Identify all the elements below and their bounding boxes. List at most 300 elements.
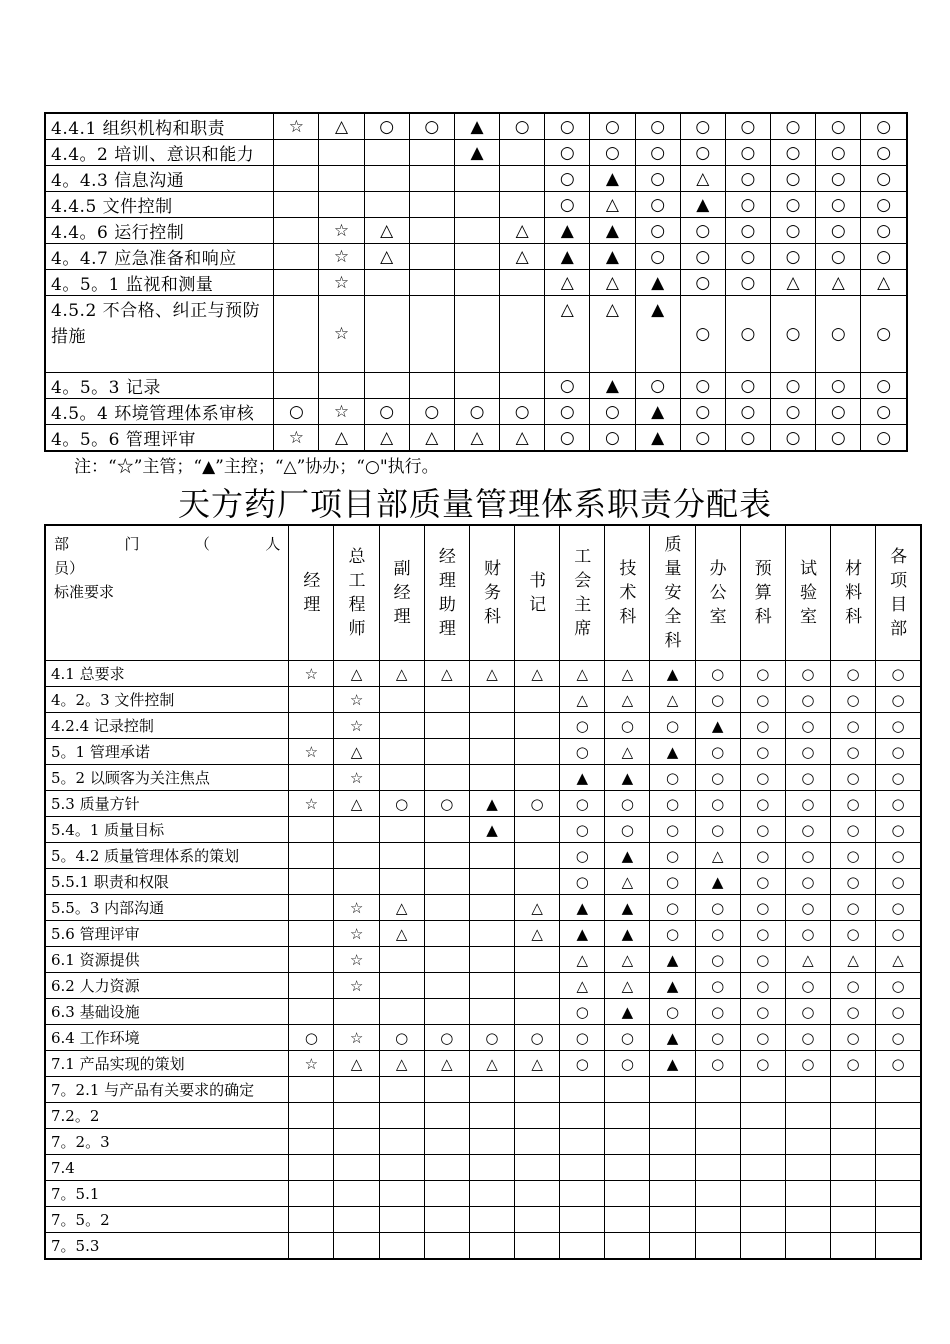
- circle-symbol: ○: [650, 869, 695, 895]
- empty-cell: [289, 999, 334, 1025]
- empty-cell: [289, 817, 334, 843]
- empty-cell: [379, 739, 424, 765]
- circle-symbol: ○: [740, 999, 785, 1025]
- empty-cell: [876, 1207, 921, 1233]
- header-row: [45, 525, 921, 661]
- circle-symbol: ○: [605, 791, 650, 817]
- column-header-label: 总工程师: [348, 547, 366, 639]
- empty-cell: [334, 1129, 379, 1155]
- triangle-symbol: △: [500, 218, 545, 244]
- circle-symbol: ○: [695, 1051, 740, 1077]
- empty-cell: [605, 1103, 650, 1129]
- circle-symbol: ○: [861, 192, 907, 218]
- triangle-symbol: △: [560, 947, 605, 973]
- empty-cell: [424, 1077, 469, 1103]
- circle-symbol: ○: [861, 166, 907, 192]
- empty-cell: [334, 843, 379, 869]
- empty-cell: [515, 973, 560, 999]
- empty-cell: [364, 270, 409, 296]
- star-symbol: ☆: [334, 895, 379, 921]
- circle-symbol: ○: [695, 765, 740, 791]
- row-label: 5。4.2 质量管理体系的策划: [45, 843, 289, 869]
- filled-triangle-symbol: ▲: [590, 166, 635, 192]
- filled-triangle-symbol: ▲: [560, 765, 605, 791]
- star-symbol: ☆: [334, 921, 379, 947]
- circle-symbol: ○: [635, 113, 680, 140]
- empty-cell: [424, 947, 469, 973]
- column-header: [831, 525, 876, 661]
- empty-cell: [334, 817, 379, 843]
- table-row: [45, 895, 921, 921]
- table-row: [45, 399, 907, 425]
- empty-cell: [334, 869, 379, 895]
- filled-triangle-symbol: ▲: [635, 425, 680, 452]
- column-header: [469, 525, 514, 661]
- empty-cell: [379, 843, 424, 869]
- circle-symbol: ○: [364, 113, 409, 140]
- triangle-symbol: △: [319, 113, 364, 140]
- empty-cell: [469, 1103, 514, 1129]
- circle-symbol: ○: [861, 373, 907, 399]
- filled-triangle-symbol: ▲: [454, 113, 499, 140]
- filled-triangle-symbol: ▲: [605, 765, 650, 791]
- empty-cell: [560, 1077, 605, 1103]
- column-header: [515, 525, 560, 661]
- circle-symbol: ○: [560, 1025, 605, 1051]
- empty-cell: [515, 687, 560, 713]
- triangle-symbol: △: [334, 791, 379, 817]
- empty-cell: [605, 1155, 650, 1181]
- circle-symbol: ○: [785, 739, 830, 765]
- empty-cell: [695, 1077, 740, 1103]
- empty-cell: [515, 1181, 560, 1207]
- column-header-label: 试验室: [799, 559, 817, 627]
- table-row: [45, 817, 921, 843]
- circle-symbol: ○: [831, 739, 876, 765]
- empty-cell: [274, 270, 319, 296]
- circle-symbol: ○: [725, 399, 770, 425]
- empty-cell: [740, 1207, 785, 1233]
- filled-triangle-symbol: ▲: [635, 296, 680, 373]
- circle-symbol: ○: [515, 1025, 560, 1051]
- empty-cell: [650, 1181, 695, 1207]
- empty-cell: [469, 895, 514, 921]
- row-label: 7。5.3: [45, 1233, 289, 1260]
- filled-triangle-symbol: ▲: [545, 244, 590, 270]
- filled-triangle-symbol: ▲: [650, 947, 695, 973]
- empty-cell: [409, 218, 454, 244]
- row-label: 7。5.1: [45, 1181, 289, 1207]
- empty-cell: [424, 713, 469, 739]
- circle-symbol: ○: [680, 270, 725, 296]
- row-label: 7。5。2: [45, 1207, 289, 1233]
- empty-cell: [289, 1103, 334, 1129]
- triangle-symbol: △: [876, 947, 921, 973]
- circle-symbol: ○: [695, 687, 740, 713]
- row-label: 4。2。3 文件控制: [45, 687, 289, 713]
- empty-cell: [409, 166, 454, 192]
- circle-symbol: ○: [560, 1051, 605, 1077]
- empty-cell: [379, 1233, 424, 1260]
- circle-symbol: ○: [831, 895, 876, 921]
- circle-symbol: ○: [740, 921, 785, 947]
- triangle-symbol: △: [816, 270, 861, 296]
- empty-cell: [424, 921, 469, 947]
- empty-cell: [319, 373, 364, 399]
- empty-cell: [289, 869, 334, 895]
- circle-symbol: ○: [605, 1051, 650, 1077]
- empty-cell: [409, 140, 454, 166]
- empty-cell: [424, 895, 469, 921]
- circle-symbol: ○: [740, 1051, 785, 1077]
- circle-symbol: ○: [740, 661, 785, 687]
- empty-cell: [289, 687, 334, 713]
- empty-cell: [831, 1103, 876, 1129]
- empty-cell: [364, 192, 409, 218]
- empty-cell: [379, 1155, 424, 1181]
- filled-triangle-symbol: ▲: [590, 373, 635, 399]
- star-symbol: ☆: [289, 791, 334, 817]
- empty-cell: [785, 1129, 830, 1155]
- circle-symbol: ○: [816, 166, 861, 192]
- empty-cell: [785, 1181, 830, 1207]
- circle-symbol: ○: [424, 791, 469, 817]
- empty-cell: [695, 1155, 740, 1181]
- circle-symbol: ○: [409, 399, 454, 425]
- circle-symbol: ○: [650, 895, 695, 921]
- column-header: [695, 525, 740, 661]
- empty-cell: [274, 192, 319, 218]
- triangle-symbol: △: [560, 687, 605, 713]
- circle-symbol: ○: [725, 166, 770, 192]
- triangle-symbol: △: [861, 270, 907, 296]
- circle-symbol: ○: [545, 113, 590, 140]
- circle-symbol: ○: [876, 999, 921, 1025]
- empty-cell: [469, 713, 514, 739]
- empty-cell: [560, 1181, 605, 1207]
- empty-cell: [650, 1129, 695, 1155]
- circle-symbol: ○: [771, 399, 816, 425]
- empty-cell: [831, 1181, 876, 1207]
- empty-cell: [605, 1077, 650, 1103]
- table-row: [45, 1181, 921, 1207]
- column-header: [560, 525, 605, 661]
- triangle-symbol: △: [545, 296, 590, 373]
- empty-cell: [515, 765, 560, 791]
- circle-symbol: ○: [590, 140, 635, 166]
- filled-triangle-symbol: ▲: [650, 661, 695, 687]
- circle-symbol: ○: [785, 999, 830, 1025]
- circle-symbol: ○: [725, 244, 770, 270]
- circle-symbol: ○: [816, 192, 861, 218]
- empty-cell: [500, 373, 545, 399]
- circle-symbol: ○: [816, 140, 861, 166]
- row-label: 4.5.2 不合格、纠正与预防 措施: [45, 296, 274, 373]
- circle-symbol: ○: [740, 765, 785, 791]
- empty-cell: [469, 973, 514, 999]
- circle-symbol: ○: [785, 973, 830, 999]
- empty-cell: [334, 1233, 379, 1260]
- circle-symbol: ○: [816, 218, 861, 244]
- empty-cell: [424, 973, 469, 999]
- filled-triangle-symbol: ▲: [650, 739, 695, 765]
- responsibility-table-quality: [44, 524, 922, 1260]
- row-label: 7.1 产品实现的策划: [45, 1051, 289, 1077]
- empty-cell: [289, 947, 334, 973]
- row-label: 4。4.3 信息沟通: [45, 166, 274, 192]
- star-symbol: ☆: [319, 399, 364, 425]
- circle-symbol: ○: [364, 399, 409, 425]
- empty-cell: [560, 1129, 605, 1155]
- circle-symbol: ○: [831, 817, 876, 843]
- legend-note: 注：“☆”主管；“▲”主控；“△”协办；“○"执行。: [74, 457, 439, 477]
- triangle-symbol: △: [469, 1051, 514, 1077]
- table-row: [45, 1103, 921, 1129]
- circle-symbol: ○: [500, 113, 545, 140]
- empty-cell: [515, 999, 560, 1025]
- circle-symbol: ○: [876, 739, 921, 765]
- star-symbol: ☆: [289, 1051, 334, 1077]
- empty-cell: [695, 1233, 740, 1260]
- page-title: 天方药厂项目部质量管理体系职责分配表: [177, 485, 772, 523]
- empty-cell: [424, 1129, 469, 1155]
- filled-triangle-symbol: ▲: [650, 1025, 695, 1051]
- row-label: 4.4.1 组织机构和职责: [45, 113, 274, 140]
- empty-cell: [469, 843, 514, 869]
- circle-symbol: ○: [545, 192, 590, 218]
- filled-triangle-symbol: ▲: [695, 713, 740, 739]
- circle-symbol: ○: [635, 244, 680, 270]
- empty-cell: [289, 1155, 334, 1181]
- row-label: 4.4。2 培训、意识和能力: [45, 140, 274, 166]
- column-header-label: 经理助理: [438, 547, 456, 639]
- empty-cell: [469, 947, 514, 973]
- empty-cell: [515, 1155, 560, 1181]
- circle-symbol: ○: [650, 843, 695, 869]
- circle-symbol: ○: [876, 921, 921, 947]
- circle-symbol: ○: [695, 791, 740, 817]
- circle-symbol: ○: [469, 1025, 514, 1051]
- row-label: 5.6 管理评审: [45, 921, 289, 947]
- empty-cell: [289, 713, 334, 739]
- circle-symbol: ○: [560, 713, 605, 739]
- row-label: 4。5。1 监视和测量: [45, 270, 274, 296]
- circle-symbol: ○: [876, 661, 921, 687]
- circle-symbol: ○: [680, 244, 725, 270]
- circle-symbol: ○: [740, 817, 785, 843]
- column-header-label: 副经理: [393, 559, 411, 627]
- filled-triangle-symbol: ▲: [635, 399, 680, 425]
- circle-symbol: ○: [500, 399, 545, 425]
- triangle-symbol: △: [545, 270, 590, 296]
- empty-cell: [785, 1103, 830, 1129]
- empty-cell: [274, 166, 319, 192]
- empty-cell: [515, 1077, 560, 1103]
- empty-cell: [515, 1129, 560, 1155]
- empty-cell: [364, 166, 409, 192]
- circle-symbol: ○: [831, 713, 876, 739]
- column-header: [379, 525, 424, 661]
- empty-cell: [740, 1129, 785, 1155]
- empty-cell: [424, 1233, 469, 1260]
- empty-cell: [379, 817, 424, 843]
- row-label: 7.2。2: [45, 1103, 289, 1129]
- empty-cell: [650, 1077, 695, 1103]
- empty-cell: [876, 1077, 921, 1103]
- empty-cell: [650, 1207, 695, 1233]
- filled-triangle-symbol: ▲: [695, 869, 740, 895]
- table-row: [45, 843, 921, 869]
- empty-cell: [319, 166, 364, 192]
- empty-cell: [695, 1181, 740, 1207]
- row-label: 7。2.1 与产品有关要求的确定: [45, 1077, 289, 1103]
- table-row: [45, 113, 907, 140]
- filled-triangle-symbol: ▲: [635, 270, 680, 296]
- circle-symbol: ○: [424, 1025, 469, 1051]
- row-label: 5.4。1 质量目标: [45, 817, 289, 843]
- triangle-symbol: △: [334, 1051, 379, 1077]
- circle-symbol: ○: [635, 166, 680, 192]
- table-row: [45, 713, 921, 739]
- circle-symbol: ○: [861, 218, 907, 244]
- circle-symbol: ○: [725, 192, 770, 218]
- empty-cell: [364, 373, 409, 399]
- triangle-symbol: △: [590, 192, 635, 218]
- empty-cell: [560, 1233, 605, 1260]
- table-row: [45, 244, 907, 270]
- row-label: 4。5。3 记录: [45, 373, 274, 399]
- triangle-symbol: △: [680, 166, 725, 192]
- circle-symbol: ○: [650, 765, 695, 791]
- empty-cell: [876, 1129, 921, 1155]
- row-label: 4.1 总要求: [45, 661, 289, 687]
- circle-symbol: ○: [680, 399, 725, 425]
- circle-symbol: ○: [454, 399, 499, 425]
- circle-symbol: ○: [831, 791, 876, 817]
- circle-symbol: ○: [785, 687, 830, 713]
- empty-cell: [289, 973, 334, 999]
- triangle-symbol: △: [334, 661, 379, 687]
- triangle-symbol: △: [424, 1051, 469, 1077]
- empty-cell: [605, 1129, 650, 1155]
- circle-symbol: ○: [816, 244, 861, 270]
- empty-cell: [695, 1129, 740, 1155]
- circle-symbol: ○: [785, 713, 830, 739]
- circle-symbol: ○: [816, 113, 861, 140]
- circle-symbol: ○: [545, 425, 590, 452]
- circle-symbol: ○: [876, 687, 921, 713]
- circle-symbol: ○: [680, 218, 725, 244]
- circle-symbol: ○: [680, 113, 725, 140]
- triangle-symbol: △: [515, 895, 560, 921]
- triangle-symbol: △: [469, 661, 514, 687]
- circle-symbol: ○: [560, 869, 605, 895]
- circle-symbol: ○: [545, 140, 590, 166]
- empty-cell: [334, 1155, 379, 1181]
- circle-symbol: ○: [876, 1051, 921, 1077]
- row-label: 4.4.5 文件控制: [45, 192, 274, 218]
- circle-symbol: ○: [876, 843, 921, 869]
- empty-cell: [289, 1181, 334, 1207]
- empty-cell: [500, 166, 545, 192]
- empty-cell: [515, 1207, 560, 1233]
- column-header: [289, 525, 334, 661]
- empty-cell: [424, 843, 469, 869]
- empty-cell: [469, 921, 514, 947]
- empty-cell: [289, 1207, 334, 1233]
- empty-cell: [379, 973, 424, 999]
- circle-symbol: ○: [876, 895, 921, 921]
- empty-cell: [424, 1103, 469, 1129]
- star-symbol: ☆: [334, 973, 379, 999]
- triangle-symbol: △: [500, 244, 545, 270]
- circle-symbol: ○: [740, 947, 785, 973]
- circle-symbol: ○: [545, 373, 590, 399]
- row-label: 4。5。6 管理评审: [45, 425, 274, 452]
- circle-symbol: ○: [861, 296, 907, 373]
- triangle-symbol: △: [334, 739, 379, 765]
- filled-triangle-symbol: ▲: [605, 999, 650, 1025]
- circle-symbol: ○: [785, 843, 830, 869]
- circle-symbol: ○: [650, 921, 695, 947]
- circle-symbol: ○: [831, 687, 876, 713]
- empty-cell: [379, 947, 424, 973]
- empty-cell: [469, 999, 514, 1025]
- circle-symbol: ○: [740, 713, 785, 739]
- column-header-label: 办公室: [709, 559, 727, 627]
- column-header: [876, 525, 921, 661]
- empty-cell: [409, 244, 454, 270]
- table-row: [45, 192, 907, 218]
- row-label: 7。2。3: [45, 1129, 289, 1155]
- empty-cell: [424, 817, 469, 843]
- circle-symbol: ○: [831, 1025, 876, 1051]
- triangle-symbol: △: [515, 661, 560, 687]
- empty-cell: [515, 1103, 560, 1129]
- empty-cell: [409, 270, 454, 296]
- table-row: [45, 1207, 921, 1233]
- column-header-label: 预算科: [754, 559, 772, 627]
- empty-cell: [379, 1077, 424, 1103]
- empty-cell: [605, 1181, 650, 1207]
- star-symbol: ☆: [319, 244, 364, 270]
- circle-symbol: ○: [680, 425, 725, 452]
- circle-symbol: ○: [740, 869, 785, 895]
- column-header-label: 经理: [303, 571, 321, 615]
- triangle-symbol: △: [515, 921, 560, 947]
- column-header-label: 技术科: [619, 559, 637, 627]
- circle-symbol: ○: [831, 921, 876, 947]
- empty-cell: [274, 296, 319, 373]
- triangle-symbol: △: [379, 661, 424, 687]
- circle-symbol: ○: [785, 1051, 830, 1077]
- empty-cell: [500, 270, 545, 296]
- circle-symbol: ○: [560, 739, 605, 765]
- circle-symbol: ○: [740, 843, 785, 869]
- row-label: 6.2 人力资源: [45, 973, 289, 999]
- circle-symbol: ○: [605, 817, 650, 843]
- circle-symbol: ○: [876, 869, 921, 895]
- empty-cell: [424, 1155, 469, 1181]
- star-symbol: ☆: [274, 113, 319, 140]
- empty-cell: [740, 1233, 785, 1260]
- circle-symbol: ○: [740, 973, 785, 999]
- column-header: [605, 525, 650, 661]
- empty-cell: [454, 218, 499, 244]
- circle-symbol: ○: [816, 296, 861, 373]
- empty-cell: [454, 166, 499, 192]
- circle-symbol: ○: [635, 218, 680, 244]
